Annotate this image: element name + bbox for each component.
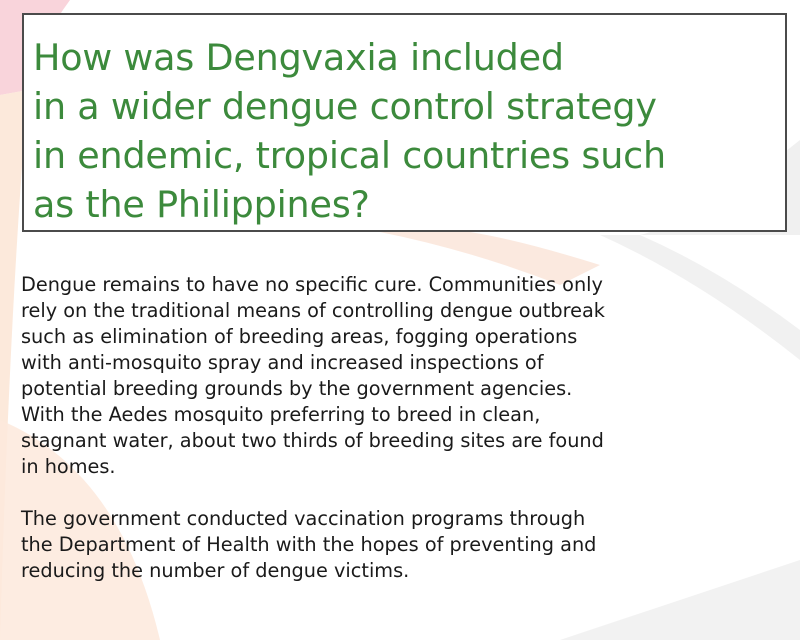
text-line: potential breeding grounds by the government agencies. [21,377,573,400]
title-box [22,13,787,232]
page-title [33,33,785,229]
text-line: stagnant water, about two thirds of breeding sites are found [21,429,604,452]
text-line: such as elimination of breeding areas, fogging operations [21,325,578,348]
text-line: The government conducted vaccination programs through [21,507,586,530]
text-line: the Department of Health with the hopes of preventing and [21,533,597,556]
paragraph-vaccination [21,506,791,584]
text-line: with anti-mosquito spray and increased inspections of [21,351,544,374]
text-line: With the Aedes mosquito preferring to breed in clean, [21,403,541,426]
text-line: reducing the number of dengue victims. [21,559,410,582]
text-line: rely on the traditional means of controlling dengue outbreak [21,299,605,322]
text-line: in homes. [21,455,116,478]
title-line: as the Philippines? [33,183,370,226]
title-line: How was Dengvaxia included [33,36,564,79]
title-line: in a wider dengue control strategy [33,85,657,128]
paragraph-dengue-control [21,272,791,480]
text-line: Dengue remains to have no specific cure. Communities only [21,273,603,296]
body-text [21,272,791,584]
title-line: in endemic, tropical countries such [33,134,666,177]
